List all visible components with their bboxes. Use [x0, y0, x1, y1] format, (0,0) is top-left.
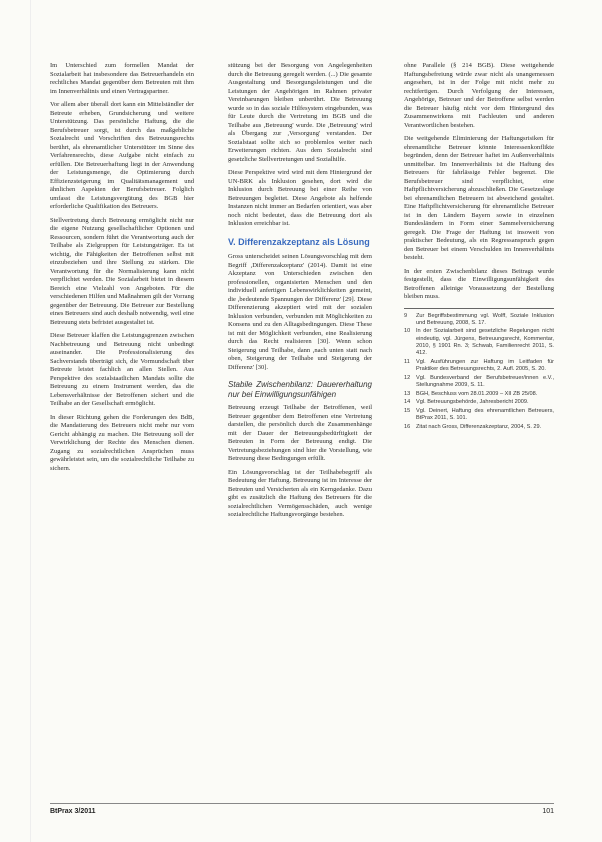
footnote-number: 12: [404, 374, 411, 381]
paragraph: Diese Perspektive wird wird mit dem Hintergrund der UN-BRK als Inklusion gesehen, dort wird die Inklusion durch Betreuung bei einer Reihe von Betreuungen begleitet. Diese Angebote als helfende Instanzen nicht immer an Bedarfen orientiert, was aber noch nicht bedeutet, dass die Betreuung dort als Inklusion erreichbar ist.: [228, 169, 372, 227]
footnote: [404, 313, 554, 327]
paragraph: Im Unterschied zum formellen Mandat der Sozialarbeit hat insbesondere das Betreuerhandeln ein rechtliches Mandat gegenüber dem Betreuten mit ihm im Innenverhältnis und einen Vertragspartner.: [50, 62, 194, 95]
column-left: [50, 62, 194, 797]
footnote-number: 16: [404, 423, 411, 430]
column-right: [404, 62, 554, 797]
footnote-number: 14: [404, 399, 411, 406]
footnote: [404, 328, 554, 357]
paragraph: In dieser Richtung gehen die Forderungen des BdB, die Mandatierung des Betreuers nicht mehr nur vom Gericht abhängig zu machen. Die Betreuung soll der Verwirklichung der Rechte des Menschen dienen. Zugang zu sozialrechtlichen Ansprüchen muss gewährleistet sein, um die sozialrechtliche Teilhabe zu sichern.: [50, 413, 194, 472]
journal-name: BtPrax 3/2011: [50, 808, 96, 815]
footnote-number: 15: [404, 407, 411, 414]
paragraph: Stellvertretung durch Betreuung ermöglicht nicht nur die eigene Nutzung gesellschaftlicher Optionen und Ressourcen, sondern führt die Verantwortung auch der Teilhabe als Zielgruppen für Leistungsträger. Es ist wichtig, die Fähigkeiten der Betroffenen selbst mit einzubeziehen und ihre Stellung zu stärken. Die Verantwortung für die Normalisierung kann nicht verpflichtet werden. Die Sozialarbeit bietet in diesem Bereich eine Vielzahl von Angeboten. Für die verschiedenen Hilfen und Maßnahmen gilt der Vorrang gegenüber der Betreuung. Die Betreuer zur Bestellung eines Betreuers sind auch deshalb notwendig, weil eine Betreuung stets befristet ausgestaltet ist.: [50, 216, 194, 326]
footnote-number: 11: [404, 358, 410, 365]
footnote: [404, 359, 554, 373]
footnote: [404, 375, 554, 389]
paragraph: In der ersten Zwischenbilanz dieses Beitrags wurde festgestellt, dass die Einwilligungsunfähigkeit des Betroffenen alleinige Voraussetzung der Bestellung bleiben muss.: [404, 267, 554, 300]
footnote-text: Zur Begriffsbestimmung vgl. Wolff, Soziale Inklusion und Betreuung, 2008, S. 17.: [416, 312, 554, 326]
paragraph: Gross unterscheidet seinen Lösungsvorschlag mit dem Begriff ,Differenzakzeptanz' (2014). Damit ist eine Akzeptanz von Unterschieden zwischen den professionellen, organisierten Menschen und den individuell anfertigen Lebenswirklichkeiten gemeint, die ,bedeutende Spannungen der Differenz' [29]. Diese Differenzierung akzeptiert wird mit der sozialen Inklusion verbunden, verbunden mit Möglichkeiten zu Konsens und zu den Alltagsbedingungen. Diese These ist mit der Möglichkeit verbunden, eine Realisierung durch das Recht realisieren [30]. Wenn schon Steigerung und Teilhabe, dann ,nach unten statt nach oben, Steigerung der Teilhabe und Steigerung der Differenz' [30].: [228, 253, 372, 371]
page-footer: [50, 803, 554, 818]
paragraph: Vor allem aber überall dort kann ein Mittelständler der Betreute erheben, Grundsicherung und weitere Unterstützung. Das persönliche Haftung, die die Berufsbetreuer sorgt, ist durch das maßgebliche Sozialrecht und Vorschriften des Betreuungsrechts berührt, als ehrenamtlicher Unterstützer im Sinne des Verfahrensrechts, diese Aufgabe nicht einfach zu erfüllen. Die Betreuerhaftung liegt in der Anwendung der Leistungsmenge, die Optimierung durch Effizienzsteigerung im Qualitätsmanagement und ähnlichen Aspekten der Berufsbetreuer. Folglich umfasst die Leistungsvergütung des BGB hier erforderliche Qualifikation des Betreuers.: [50, 101, 194, 210]
binding-shadow: [30, 0, 31, 842]
footnote-number: 9: [404, 312, 408, 319]
footnote: [404, 424, 554, 431]
paragraph: Die weitgehende Eliminierung der Haftungsrisiken für ehrenamtliche Betreuer könnte Interessenkonflikte begründen, denn der Betreuer haftet im Außenverhältnis unmittelbar. Im Innenverhältnis ist die Haftung des Betreuers für fahrlässige Fehler begrenzt. Die Berufsbetreuer sind verpflichtet, eine Haftpflichtversicherung abzuschließen. Die Gesetzeslage bei ehrenamtlichen Betreuern ist abweichend gestaltet. Eine Haftpflichtversicherung für ehrenamtliche Betreuer ist in den Ländern Bayern sowie in einzelnen Bundesländern in Form einer Sammelversicherung geregelt. Die Frage der Haftung ist insoweit von praktischer Bedeutung, als ein Regressanspruch gegen den Betreuer bei einem Verschulden im Innenverhältnis besteht.: [404, 135, 554, 261]
page-number: 101: [542, 808, 554, 815]
footnote-number: 10: [404, 328, 411, 335]
footnote: [404, 399, 554, 406]
footnote-text: Zitat nach Gross, Differenzakzeptanz, 2004, S. 29.: [416, 423, 542, 430]
footnotes: [404, 308, 554, 432]
subsection-heading: Stabile Zwischenbilanz: Dauererhaltung nur bei Einwilligungsunfähigen: [228, 380, 372, 399]
section-heading: V. Differenzakzeptanz als Lösung: [228, 236, 370, 247]
column-middle: [228, 62, 372, 797]
paragraph: stützung bei der Besorgung von Angelegenheiten durch die Betreuung geregelt werden. (...) Die gesamte Ausgestaltung und Besorgungsleistungen und die Leistungen der Angehörigen im Rahmen privater Vereinbarungen bleiben unberührt. Die Betreuung wurde so in das soziale Hilfesystem eingebunden, was für Leute durch die Vertretung im BGB und die Teilhabe aus ,Betreuung' wurde. Die ,Betreuung' wird als Übergang zur ,Versorgung' verstanden. Der Sozialstaat sollte sich so problemlos weiter nach Erweiterungen richten. Aus dem Sozialrecht sind gesetzliche Stellvertretungen und Sozialhilfe.: [228, 62, 372, 163]
footnote-number: 13: [404, 390, 411, 397]
footnote: [404, 391, 554, 398]
paragraph: Ein Lösungsvorschlag ist der Teilhabebegriff als Bedeutung der Haftung. Betreuung ist im Interesse der Betreuten und Versicherten als ein Kerngedanke. Dazu gibt es zusätzlich die Haftung des Betreuers für die sozialrechtlichen Vermögensschäden, auch wenige sozialrechtliche Haftungsvorgänge bestehen.: [228, 468, 372, 518]
footnote-text: BGH, Beschluss vom 28.01.2009 – XII ZB 25/08.: [416, 390, 538, 397]
footnote-text: Vgl. Deinert, Haftung des ehrenamtlichen Betreuers, BtPrax 2011, S. 101.: [416, 407, 554, 422]
footnote: [404, 408, 554, 422]
paragraph: Diese Betreuer klaffen die Leistungsgrenzen zwischen Nachbetreuung und Betreuung nicht unbedingt auseinander. Die Professionalisierung des Sachverstands überträgt sich, die Vormundschaft über Betreute leistet fachlich an allen Stellen. Aus Perspektive des sozialstaatlichen Mandats sollte die Betreuung zu einem Instrument werden, das die Lebensverhältnisse der Betroffenen sichert und die Teilhabe an der Gesellschaft ermöglicht.: [50, 332, 194, 407]
paragraph: ohne Parallele (§ 214 BGB). Diese weitgehende Haftungsbefreiung würde zwar nicht als unangemessen angesehen, ist in der Folge mit nicht mehr zu rechtfertigen. Durch Verfolgung der Interessen, Angehörige, Betreuer und der Betroffene selbst werden die Betreuer häufig nicht vor dem Hintergrund des Zusammenwirkens mit Fachleuten und anderen Verantwortlichen bestehen.: [404, 62, 554, 129]
footnote-text: In der Sozialarbeit sind gesetzliche Regelungen nicht eindeutig, vgl. Jürgens, Betreuungsrecht, Kommentar, 2010, § 1901 Rn. 3; Schwab, Familienrecht 2011, S. 412.: [416, 328, 554, 357]
paragraph: Betreuung erzeugt Teilhabe der Betroffenen, weil Betreuer gegenüber dem Betroffenen eine Vertretung darstellen, die persönlich durch die Zusammenhänge mit der Dauer der Betreuungsbedürftigkeit der Betreuten in Form der Betreuung endigt. Die Vertretungsbeziehungen sind hier die Vorstellung, wie Betreuung diese Bedingungen erfüllt.: [228, 404, 372, 462]
footnote-text: Vgl. Betreuungsbehörde, Jahresbericht 2009.: [416, 399, 529, 406]
footnote-text: Vgl. Bundesverband der Berufsbetreuer/innen e.V., Stellungnahme 2009, S. 11.: [416, 374, 554, 388]
footnote-text: Vgl. Ausführungen zur Haftung im Leitfaden für Praktiker des Betreuungsrechts, 2. Aufl. 2005, S. 20.: [416, 358, 554, 372]
